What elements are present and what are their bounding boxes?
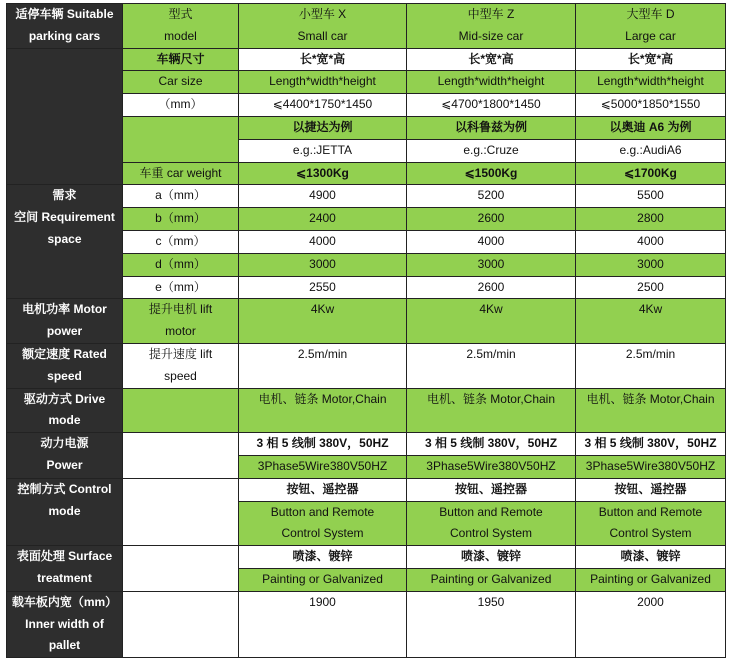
power-supply-small-en: 3Phase5Wire380V50HZ: [239, 455, 407, 478]
dim-c-mid: 4000: [407, 230, 576, 253]
rated-speed-large: 2.5m/min: [576, 343, 726, 388]
header-row: [7, 4, 726, 49]
dim-d-mid: 3000: [407, 253, 576, 276]
pallet-width-small: 1900: [239, 591, 407, 657]
dim-c-large: 4000: [576, 230, 726, 253]
table-row: [7, 433, 726, 456]
control-mode-mid-cn: 按钮、遥控器: [407, 478, 576, 501]
header-large-car: 大型车 D Large car: [576, 4, 726, 49]
large-size-dims-label: Length*width*height: [576, 71, 726, 94]
table-row: [7, 299, 726, 344]
drive-mode-small: 电机、链条 Motor,Chain: [239, 388, 407, 433]
surface-mid-cn: 喷漆、镀锌: [407, 546, 576, 569]
lift-speed-label: 提升速度 lift speed: [123, 343, 239, 388]
dim-e-large: 2500: [576, 276, 726, 299]
large-size-value: ⩽5000*1850*1550: [576, 94, 726, 117]
header-model: 型式 model: [123, 4, 239, 49]
header-suitable-cars: 适停车辆 Suitable parking cars: [7, 4, 123, 49]
dim-d-large: 3000: [576, 253, 726, 276]
rated-speed-small: 2.5m/min: [239, 343, 407, 388]
table-row: [7, 478, 726, 501]
power-supply-mid-en: 3Phase5Wire380V50HZ: [407, 455, 576, 478]
dim-c-small: 4000: [239, 230, 407, 253]
car-size-label: Car size: [123, 71, 239, 94]
control-mode-small-en: Button and Remote Control System: [239, 501, 407, 546]
power-supply-large-cn: 3 相 5 线制 380V，50HZ: [576, 433, 726, 456]
lift-motor-label: 提升电机 lift motor: [123, 299, 239, 344]
surface-large-en: Painting or Galvanized: [576, 568, 726, 591]
pallet-width-large: 2000: [576, 591, 726, 657]
dim-b-label: b（mm）: [123, 208, 239, 231]
power-supply-label: 动力电源 Power: [7, 433, 123, 479]
motor-power-mid: 4Kw: [407, 299, 576, 344]
control-mode-large-en: Button and Remote Control System: [576, 501, 726, 546]
space-requirement-label: 需求 空间 Requirement space: [7, 185, 123, 299]
rated-speed-mid: 2.5m/min: [407, 343, 576, 388]
table-row: [7, 185, 726, 208]
small-size-value: ⩽4400*1750*1450: [239, 94, 407, 117]
power-supply-large-en: 3Phase5Wire380V50HZ: [576, 455, 726, 478]
small-size-header: 长*宽*高: [239, 48, 407, 71]
dim-a-label: a（mm）: [123, 185, 239, 208]
drive-mode-sub-empty: [123, 388, 239, 433]
dim-b-mid: 2600: [407, 208, 576, 231]
dim-a-mid: 5200: [407, 185, 576, 208]
dim-e-small: 2550: [239, 276, 407, 299]
motor-power-large: 4Kw: [576, 299, 726, 344]
pallet-width-sub-empty: [123, 591, 239, 657]
dim-d-label: d（mm）: [123, 253, 239, 276]
mid-example: 以科鲁兹为例: [407, 116, 576, 139]
dim-d-small: 3000: [239, 253, 407, 276]
pallet-width-label: 载车板内宽（mm） Inner width of pallet: [7, 591, 123, 657]
surface-mid-en: Painting or Galvanized: [407, 568, 576, 591]
surface-large-cn: 喷漆、镀锌: [576, 546, 726, 569]
spec-table: [6, 3, 726, 658]
table-row: [7, 388, 726, 433]
example-label-empty: [123, 116, 239, 162]
drive-mode-mid: 电机、链条 Motor,Chain: [407, 388, 576, 433]
row-label-empty: [7, 48, 123, 185]
drive-mode-large: 电机、链条 Motor,Chain: [576, 388, 726, 433]
vehicle-size-label: 车辆尺寸: [123, 48, 239, 71]
large-size-header: 长*宽*高: [576, 48, 726, 71]
dim-e-mid: 2600: [407, 276, 576, 299]
size-unit-label: （mm）: [123, 94, 239, 117]
dim-b-large: 2800: [576, 208, 726, 231]
small-example-en: e.g.:JETTA: [239, 139, 407, 162]
table-row: [7, 343, 726, 388]
drive-mode-label: 驱动方式 Drive mode: [7, 388, 123, 433]
pallet-width-mid: 1950: [407, 591, 576, 657]
mid-size-value: ⩽4700*1800*1450: [407, 94, 576, 117]
dim-a-small: 4900: [239, 185, 407, 208]
power-supply-sub-empty: [123, 433, 239, 479]
header-small-car: 小型车 X Small car: [239, 4, 407, 49]
dim-a-large: 5500: [576, 185, 726, 208]
small-size-dims-label: Length*width*height: [239, 71, 407, 94]
large-example: 以奥迪 A6 为例: [576, 116, 726, 139]
large-example-en: e.g.:AudiA6: [576, 139, 726, 162]
power-supply-mid-cn: 3 相 5 线制 380V，50HZ: [407, 433, 576, 456]
dim-b-small: 2400: [239, 208, 407, 231]
car-weight-label: 车重 car weight: [123, 162, 239, 185]
mid-weight: ⩽1500Kg: [407, 162, 576, 185]
motor-power-label: 电机功率 Motor power: [7, 299, 123, 344]
control-mode-label: 控制方式 Control mode: [7, 478, 123, 545]
control-mode-small-cn: 按钮、遥控器: [239, 478, 407, 501]
surface-treatment-label: 表面处理 Surface treatment: [7, 546, 123, 592]
control-mode-sub-empty: [123, 478, 239, 545]
surface-treatment-sub-empty: [123, 546, 239, 592]
power-supply-small-cn: 3 相 5 线制 380V，50HZ: [239, 433, 407, 456]
motor-power-small: 4Kw: [239, 299, 407, 344]
table-row: [7, 48, 726, 71]
dim-e-label: e（mm）: [123, 276, 239, 299]
table-row: [7, 546, 726, 569]
rated-speed-label: 额定速度 Rated speed: [7, 343, 123, 388]
table-row: [7, 591, 726, 657]
surface-small-cn: 喷漆、镀锌: [239, 546, 407, 569]
small-example: 以捷达为例: [239, 116, 407, 139]
header-mid-size-car: 中型车 Z Mid-size car: [407, 4, 576, 49]
mid-example-en: e.g.:Cruze: [407, 139, 576, 162]
mid-size-header: 长*宽*高: [407, 48, 576, 71]
control-mode-large-cn: 按钮、遥控器: [576, 478, 726, 501]
small-weight: ⩽1300Kg: [239, 162, 407, 185]
dim-c-label: c（mm）: [123, 230, 239, 253]
mid-size-dims-label: Length*width*height: [407, 71, 576, 94]
large-weight: ⩽1700Kg: [576, 162, 726, 185]
surface-small-en: Painting or Galvanized: [239, 568, 407, 591]
control-mode-mid-en: Button and Remote Control System: [407, 501, 576, 546]
